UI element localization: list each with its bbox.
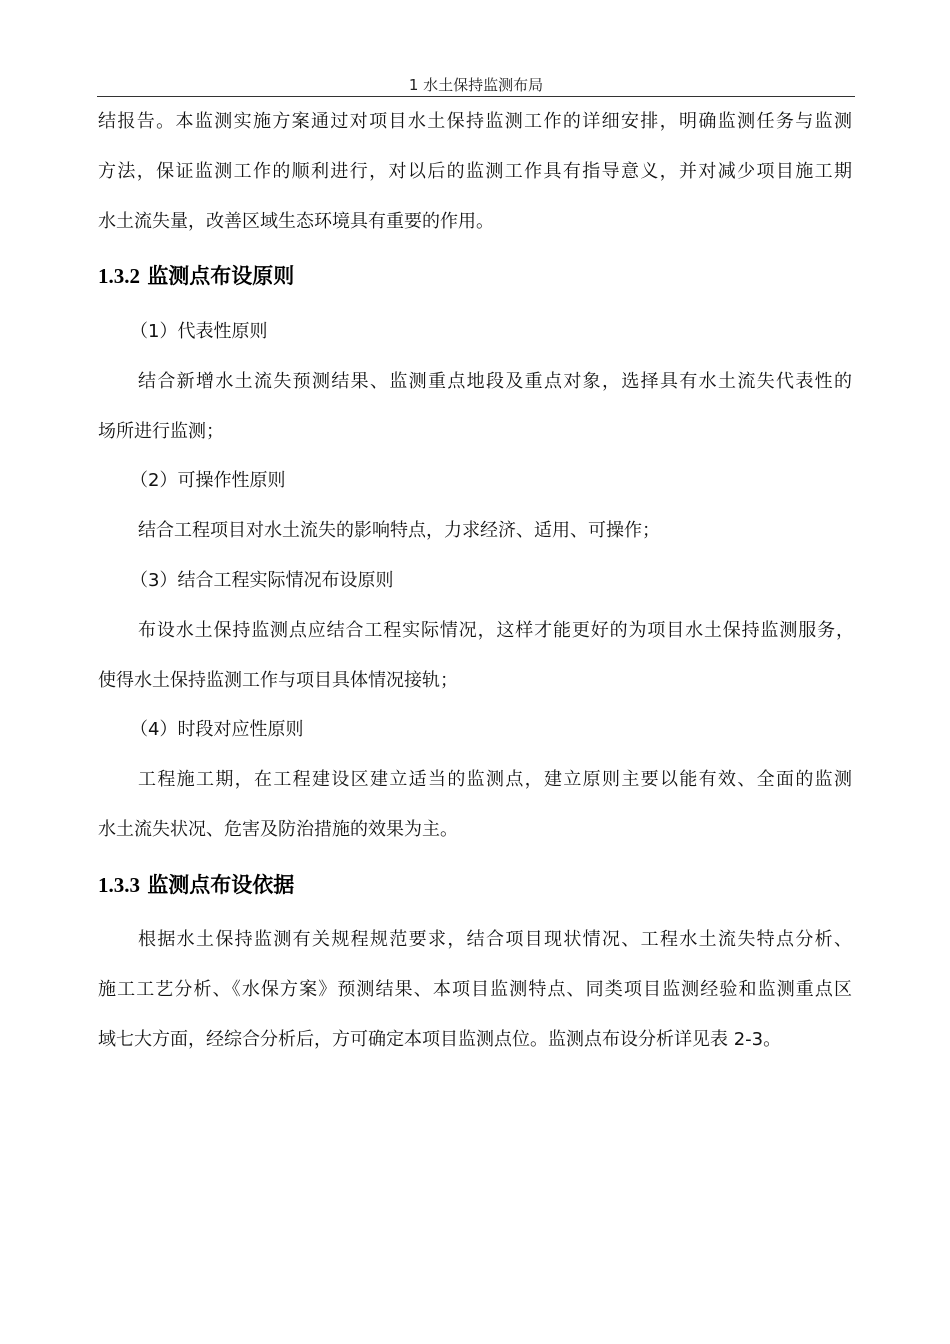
section-heading-1-3-2 [98,262,294,290]
intro-line-1: 结报告。本监测实施方案通过对项目水土保持监测工作的详细安排，明确监测任务与监测 [98,111,852,132]
item-body-2-line-1: 结合工程项目对水土流失的影响特点，力求经济、适用、可操作； [138,520,660,541]
item-body-4-line-2: 水土流失状况、危害及防治措施的效果为主。 [98,819,458,840]
item-label-1: （1）代表性原则 [130,321,268,342]
section-number: 1.3.2 [98,264,140,288]
running-header: 1 水土保持监测布局 [97,74,855,97]
section-title: 监测点布设原则 [147,264,295,288]
item-body-3-line-2: 使得水土保持监测工作与项目具体情况接轨； [98,670,458,691]
item-label-3: （3）结合工程实际情况布设原则 [130,570,394,591]
section-title: 监测点布设依据 [147,873,295,897]
item-body-1-line-2: 场所进行监测； [98,421,224,442]
basis-line-1: 根据水土保持监测有关规程规范要求，结合项目现状情况、工程水土流失特点分析、 [138,929,852,950]
basis-line-2: 施工工艺分析、《水保方案》预测结果、本项目监测特点、同类项目监测经验和监测重点区 [98,979,852,1000]
item-label-4: （4）时段对应性原则 [130,719,304,740]
item-body-3-line-1: 布设水土保持监测点应结合工程实际情况，这样才能更好的为项目水土保持监测服务， [138,620,854,641]
item-label-2: （2）可操作性原则 [130,470,286,491]
item-body-4-line-1: 工程施工期，在工程建设区建立适当的监测点，建立原则主要以能有效、全面的监测 [138,769,852,790]
section-heading-1-3-3 [98,871,294,899]
section-number: 1.3.3 [98,873,140,897]
intro-line-3: 水土流失量，改善区域生态环境具有重要的作用。 [98,211,494,232]
intro-line-2: 方法，保证监测工作的顺利进行，对以后的监测工作具有指导意义，并对减少项目施工期 [98,161,852,182]
basis-line-3: 域七大方面，经综合分析后，方可确定本项目监测点位。监测点布设分析详见表 2-3。 [98,1029,782,1050]
item-body-1-line-1: 结合新增水土流失预测结果、监测重点地段及重点对象，选择具有水土流失代表性的 [138,371,852,392]
